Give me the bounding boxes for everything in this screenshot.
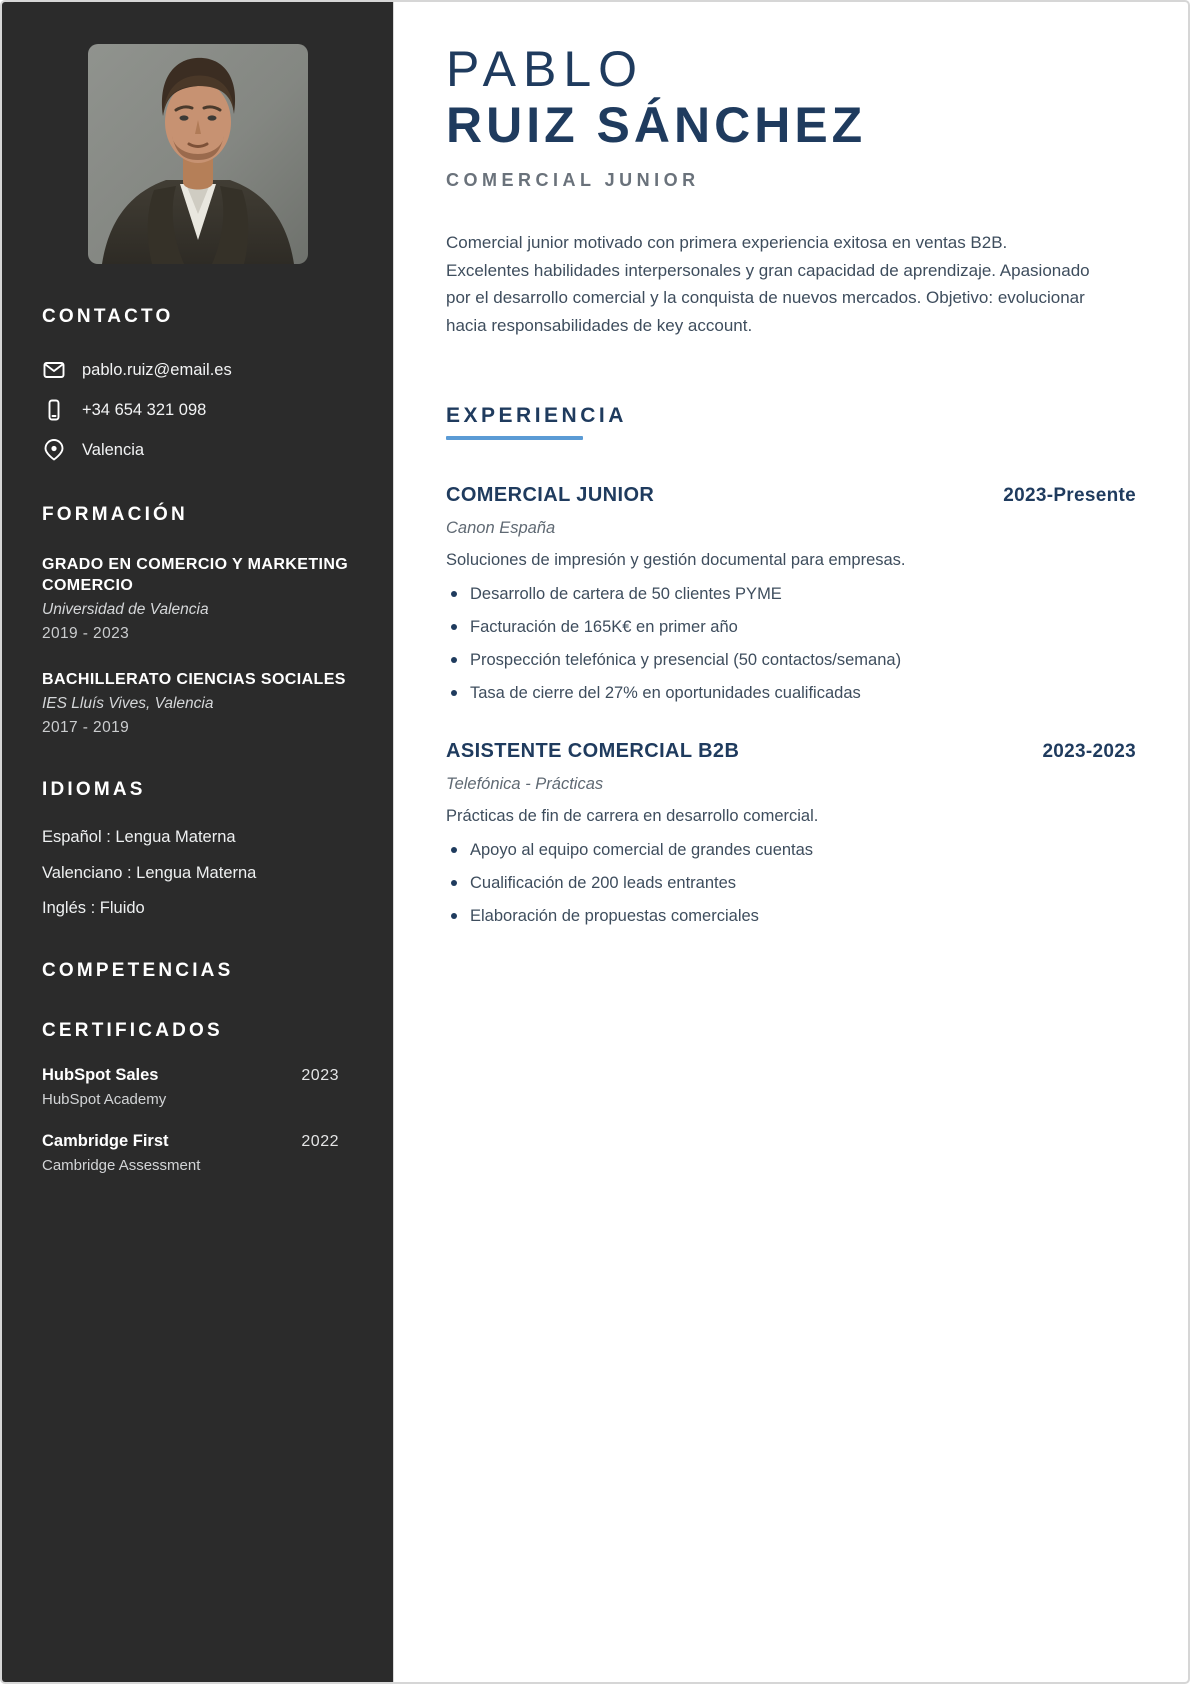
certificate-issuer: Cambridge Assessment	[42, 1157, 201, 1175]
sidebar-section-certificados	[42, 1020, 353, 1174]
location-icon	[42, 438, 66, 462]
summary-text: Comercial junior motivado con primera experiencia exitosa en ventas B2B. Excelentes habilidades interpersonales y gran capacidad de aprendizaje. Apasionado por el desarrollo comercial y la conquista de nuevos mercados. Objetivo: evolucionar hacia responsabilidades de key account.	[446, 233, 1090, 335]
job-entry	[446, 484, 1136, 706]
certificate-name: HubSpot Sales	[42, 1066, 159, 1085]
contact-item-location	[42, 438, 353, 462]
phone-icon	[42, 398, 66, 422]
job-title: COMERCIAL JUNIOR	[446, 484, 655, 507]
bullet-item: Apoyo al equipo comercial de grandes cuentas	[446, 839, 1136, 863]
mail-icon	[42, 358, 66, 382]
sidebar-section-idiomas	[42, 779, 353, 922]
bullet-item: Desarrollo de cartera de 50 clientes PYME	[446, 583, 1136, 607]
certificados-title: CERTIFICADOS	[42, 1020, 223, 1042]
certificate-entry	[42, 1066, 353, 1108]
contact-item-email	[42, 358, 353, 382]
sidebar-section-contacto	[42, 306, 353, 462]
section-title-experiencia: EXPERIENCIA	[446, 404, 627, 440]
language-list	[42, 825, 353, 922]
job-dates: 2023-2023	[1042, 740, 1136, 762]
sidebar-section-formacion	[42, 504, 353, 737]
education-entry	[42, 669, 353, 737]
certificate-issuer: HubSpot Academy	[42, 1091, 167, 1109]
language-item: Español : Lengua Materna	[42, 828, 236, 847]
language-item: Inglés : Fluido	[42, 899, 145, 918]
certificate-year: 2022	[301, 1133, 339, 1151]
degree-title: BACHILLERATO CIENCIAS SOCIALES	[42, 671, 346, 689]
main-column	[394, 2, 1188, 1682]
school-name: IES Lluís Vives, Valencia	[42, 695, 214, 713]
job-bullet-list	[446, 839, 1136, 929]
job-header	[446, 484, 1136, 507]
bullet-item: Facturación de 165K€ en primer año	[446, 616, 1136, 640]
competencias-title: COMPETENCIAS	[42, 960, 234, 982]
job-entry	[446, 740, 1136, 929]
first-name: PABLO	[446, 41, 645, 97]
sidebar-section-competencias	[42, 960, 353, 982]
profile-photo-illustration	[88, 44, 308, 264]
job-description: Prácticas de fin de carrera en desarrollo comercial.	[446, 806, 819, 825]
bullet-item: Prospección telefónica y presencial (50 contactos/semana)	[446, 649, 1136, 673]
contact-list	[42, 358, 353, 462]
contact-phone-value: +34 654 321 098	[82, 400, 207, 419]
contact-location-value: Valencia	[82, 440, 145, 459]
profile-photo	[88, 44, 308, 264]
language-item: Valenciano : Lengua Materna	[42, 863, 257, 882]
job-description: Soluciones de impresión y gestión documental para empresas.	[446, 551, 906, 570]
certificate-name: Cambridge First	[42, 1132, 169, 1151]
job-bullet-list	[446, 583, 1136, 706]
bullet-item: Elaboración de propuestas comerciales	[446, 905, 1136, 929]
degree-title: GRADO EN COMERCIO Y MARKETING COMERCIO	[42, 556, 349, 595]
job-dates: 2023-Presente	[1003, 485, 1136, 507]
sidebar	[2, 2, 394, 1682]
certificate-entry	[42, 1132, 353, 1174]
formacion-title: FORMACIÓN	[42, 504, 188, 525]
job-header	[446, 740, 1136, 763]
contact-email-value: pablo.ruiz@email.es	[82, 360, 232, 379]
company-name: Telefónica - Prácticas	[446, 774, 604, 793]
school-name: Universidad de Valencia	[42, 601, 209, 619]
education-years: 2017 - 2019	[42, 719, 130, 737]
job-subtitle: COMERCIAL JUNIOR	[446, 170, 700, 190]
education-entry	[42, 554, 353, 643]
company-name: Canon España	[446, 519, 556, 538]
job-title: ASISTENTE COMERCIAL B2B	[446, 739, 740, 762]
education-years: 2019 - 2023	[42, 625, 130, 643]
certificate-year: 2023	[301, 1067, 339, 1085]
idiomas-title: IDIOMAS	[42, 779, 146, 801]
contact-item-phone	[42, 398, 353, 422]
full-name	[446, 42, 1136, 154]
contacto-title: CONTACTO	[42, 306, 174, 327]
bullet-item: Tasa de cierre del 27% en oportunidades cualificadas	[446, 682, 1136, 706]
bullet-item: Cualificación de 200 leads entrantes	[446, 872, 1136, 896]
last-name: RUIZ SÁNCHEZ	[446, 97, 867, 153]
